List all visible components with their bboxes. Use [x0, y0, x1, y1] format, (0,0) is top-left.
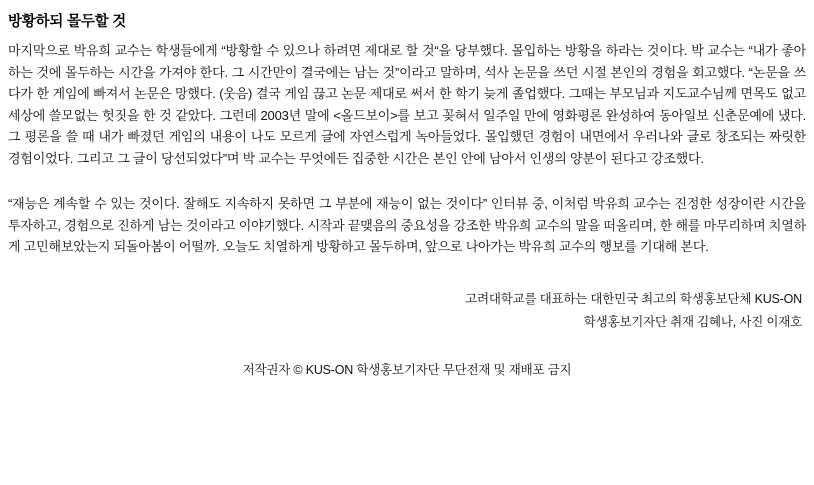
credit-organization: 고려대학교를 대표하는 대한민국 최고의 학생홍보단체 KUS-ON [465, 291, 802, 306]
section-heading: 방황하되 몰두할 것 [8, 14, 127, 30]
credits-block [8, 288, 806, 334]
copyright-notice: 저작권자 © KUS-ON 학생홍보기자단 무단전재 및 재배포 금지 [242, 362, 572, 377]
article-paragraph-2: “재능은 계속할 수 있는 것이다. 잘해도 지속하지 못하면 그 부분에 재능이 없는 것이다” 인터뷰 중, 이처럼 박유희 교수는 진정한 성장이란 시간을 투자하고, 경험으로 진하게 남는 것이라고 이야기했다. 시작과 끝맺음의 중요성을 강조한 박유희 교수의 말을 떠올리며, 한 해를 마무리하며 치열하게 고민해보았는지 되돌아봄이 어떨까. 오늘도 치열하게 방황하고 몰두하며, 앞으로 나아가는 박유희 교수의 행보를 기대해 본다. [8, 196, 807, 254]
article-paragraph-1: 마지막으로 박유희 교수는 학생들에게 “방황할 수 있으나 하려면 제대로 할 것“을 당부했다. 몰입하는 방황을 하라는 것이다. 박 교수는 “내가 좋아하는 것에 몰두하는 시간을 가져야 한다. 그 시간만이 결국에는 남는 것”이라고 말하며, 석사 논문을 쓰던 시절 본인의 경험을 회고했다. “논문을 쓰다가 한 게임에 빠져서 논문은 망했다. (웃음) 결국 게임 끊고 논문 제대로 써서 한 학기 늦게 졸업했다. 그때는 부모님과 지도교수님께 면목도 없고 세상에 쓸모없는 헛짓을 한 것 같았다. 그런데 2003년 말에 <올드보이>를 보고 꽂혀서 일주일 만에 영화평론 완성하여 동아일보 신춘문예에 냈다. 그 평론을 쓸 때 내가 빠졌던 게임의 내용이 나도 모르게 글에 자연스럽게 녹아들었다. 몰입했던 경험이 내면에서 우러나와 글로 창조되는 짜릿한 경험이었다. 그리고 그 글이 당선되었다”며 박 교수는 무엇에든 집중한 시간은 본인 안에 남아서 인생의 양분이 된다고 강조했다. [8, 43, 806, 166]
credit-byline: 학생홍보기자단 취재 김혜나, 사진 이재호 [583, 314, 802, 329]
